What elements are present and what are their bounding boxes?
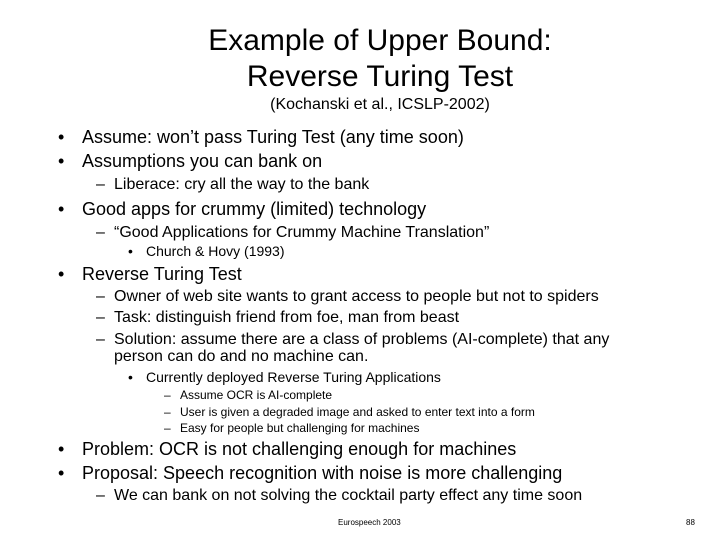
bullet-problem: Problem: OCR is not challenging enough for machines	[82, 439, 517, 459]
level4-degraded-image: User is given a degraded image and asked to enter text into a form	[180, 405, 535, 419]
level4-assume-ocr: Assume OCR is AI-complete	[180, 388, 333, 402]
bullet-marker: •	[58, 463, 65, 483]
subsub-deployed-applications: Currently deployed Reverse Turing Applications	[146, 369, 441, 385]
bullet-marker: •	[58, 199, 65, 219]
slide-title-line-2: Reverse Turing Test	[246, 60, 514, 93]
sub-good-applications-paper: “Good Applications for Crummy Machine Translation”	[114, 224, 490, 241]
bullet-marker: •	[128, 369, 133, 385]
footer-page-number: 88	[686, 518, 695, 527]
sub-task: Task: distinguish friend from foe, man from beast	[114, 309, 460, 326]
slide-subtitle: (Kochanski et al., ICSLP-2002)	[270, 96, 490, 113]
bullet-assumptions: Assumptions you can bank on	[82, 151, 323, 171]
subsub-church-hovy: Church & Hovy (1993)	[146, 243, 285, 259]
dash-marker: –	[96, 224, 105, 241]
bullet-assume: Assume: won’t pass Turing Test (any time soon)	[82, 127, 464, 147]
sub-cocktail-party: We can bank on not solving the cocktail party effect any time soon	[114, 487, 583, 504]
bullet-proposal: Proposal: Speech recognition with noise is more challenging	[82, 463, 563, 483]
dash-marker: –	[164, 421, 171, 435]
bullet-marker: •	[58, 127, 65, 147]
dash-marker: –	[96, 309, 105, 326]
sub-owner-web-site: Owner of web site wants to grant access to people but not to spiders	[114, 288, 599, 305]
dash-marker: –	[96, 176, 105, 193]
slide-title-line-1: Example of Upper Bound:	[208, 24, 552, 57]
dash-marker: –	[96, 487, 105, 504]
sub-solution-line-1: Solution: assume there are a class of problems (AI-complete) that any	[114, 331, 610, 348]
level4-easy-for-people: Easy for people but challenging for machines	[180, 421, 420, 435]
sub-solution-line-2: person can do and no machine can.	[114, 348, 369, 365]
dash-marker: –	[96, 288, 105, 305]
bullet-marker: •	[128, 243, 133, 259]
dash-marker: –	[96, 331, 105, 348]
bullet-marker: •	[58, 151, 65, 171]
bullet-marker: •	[58, 264, 65, 284]
dash-marker: –	[164, 405, 171, 419]
bullet-reverse-turing-test: Reverse Turing Test	[82, 264, 242, 284]
bullet-marker: •	[58, 439, 65, 459]
footer-conference: Eurospeech 2003	[338, 518, 401, 527]
sub-liberace: Liberace: cry all the way to the bank	[114, 176, 370, 193]
dash-marker: –	[164, 388, 171, 402]
bullet-good-apps: Good apps for crummy (limited) technology	[82, 199, 427, 219]
